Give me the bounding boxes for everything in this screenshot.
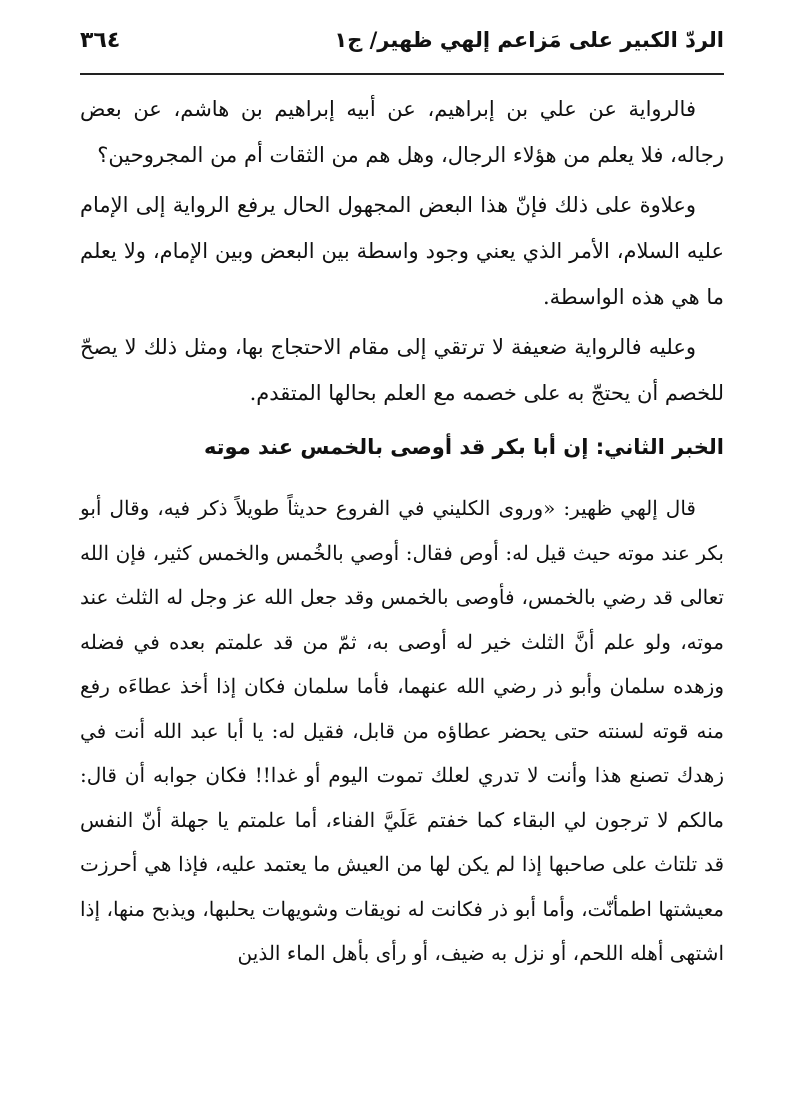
- paragraph-weak-narration: وعليه فالرواية ضعيفة لا ترتقي إلى مقام الاحتجاج بها، ومثل ذلك لا يصحّ للخصم أن يحتجّ به على خصمه مع العلم بحالها المتقدم.: [80, 335, 724, 405]
- running-header: [80, 22, 724, 62]
- header-divider: [80, 73, 724, 75]
- section-title: إن أبا بكر قد أوصى بالخمس عند موته: [203, 435, 589, 459]
- quoted-narration: قال إلهي ظهير: «وروى الكليني في الفروع حديثاً طويلاً ذكر فيه، وقال أبو بكر عند موته حيث قيل له: أوص فقال: أوصي بالخُمس والخمس كثير، فإن الله تعالى قد رضي بالخمس، فأوصى بالخمس وقد جعل الله عز وجل له الثلث عند موته، ولو علم أنَّ الثلث خير له أوصى به، ثمّ من قد علمتم بعده في فضله وزهده سلمان وأبو ذر رضي الله عنهما، فأما سلمان فكان إذا أخذ عطاءَه رفع منه قوته لسنته حتى يحضر عطاؤه من قابل، فقيل له: يا أبا عبد الله أنت في زهدك تصنع هذا وأنت لا تدري لعلك تموت اليوم أو غدا!! فكان جوابه أن قال: مالكم لا ترجون لي البقاء كما خفتم عَلَيَّ الفناء، أما علمتم يا جهلة أنّ النفس قد تلتاث على صاحبها إذا لم يكن لها من العيش ما يعتمد عليه، فإذا هي أحرزت معيشتها اطمأنّت، وأما أبو ذر فكانت له نويقات وشويهات يحلبها، ويذبح منها، إذا اشتهى أهله اللحم، أو نزل به ضيف، أو رأى بأهل الماء الذين: [80, 496, 725, 965]
- page-number: ٣٦٤: [80, 28, 121, 53]
- body-text: [80, 86, 724, 976]
- paragraph-unknown-narrator: وعلاوة على ذلك فإنّ هذا البعض المجهول الحال يرفع الرواية إلى الإمام عليه السلام، الأمر الذي يعني وجود واسطة بين البعض وبين الإمام، ولا يعلم ما هي هذه الواسطة.: [80, 193, 724, 309]
- running-title: الردّ الكبير على مَزاعم إلهي ظهير/ ج١: [334, 28, 724, 52]
- section-separator: :: [588, 435, 605, 459]
- paragraph-narration-chain: فالرواية عن علي بن إبراهيم، عن أبيه إبراهيم بن هاشم، عن بعض رجاله، فلا يعلم من هؤلاء الرجال، وهل هم من الثقات أم من المجروحين؟: [80, 97, 724, 167]
- section-label: الخبر الثاني: [604, 435, 724, 459]
- section-heading: [80, 422, 724, 472]
